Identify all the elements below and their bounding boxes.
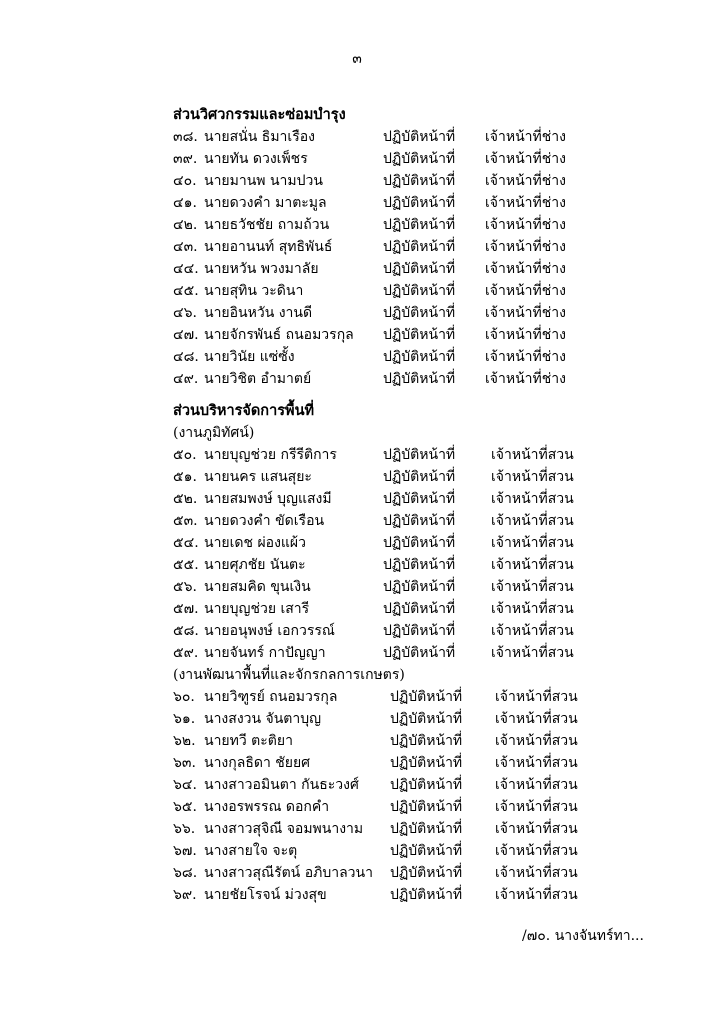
staff-position: เจ้าหน้าที่สวน xyxy=(491,623,574,639)
staff-position: เจ้าหน้าที่สวน xyxy=(495,777,578,793)
staff-name: นายสมคิด ขุนเงิน xyxy=(204,579,311,595)
staff-row xyxy=(173,280,623,302)
row-number: ๔๗. xyxy=(173,327,199,343)
staff-status: ปฏิบัติหน้าที่ xyxy=(383,557,456,573)
staff-position: เจ้าหน้าที่ช่าง xyxy=(485,173,566,189)
staff-name: นายสมพงษ์ บุญแสงมี xyxy=(204,491,332,507)
staff-status: ปฏิบัติหน้าที่ xyxy=(383,491,456,507)
staff-status: ปฏิบัติหน้าที่ xyxy=(383,217,456,233)
row-number: ๖๐. xyxy=(173,689,195,705)
staff-row xyxy=(173,730,623,752)
staff-row xyxy=(173,170,623,192)
staff-name: นายชัยโรจน์ ม่วงสุข xyxy=(204,887,327,903)
section-engineering xyxy=(173,104,623,390)
staff-position: เจ้าหน้าที่ช่าง xyxy=(485,371,566,387)
staff-name: นางสาวอมินตา กันธะวงศ์ xyxy=(204,777,359,793)
row-number: ๖๙. xyxy=(173,887,197,903)
staff-position: เจ้าหน้าที่สวน xyxy=(495,865,578,881)
staff-list xyxy=(173,686,623,906)
row-number: ๔๑. xyxy=(173,195,197,211)
row-number: ๕๔. xyxy=(173,535,199,551)
staff-name: นายจันทร์ กาปัญญา xyxy=(204,645,326,661)
staff-name: นางสาวสุจิณี จอมพนางาม xyxy=(204,821,364,837)
staff-list xyxy=(173,444,623,664)
staff-status: ปฏิบัติหน้าที่ xyxy=(390,711,463,727)
staff-position: เจ้าหน้าที่สวน xyxy=(491,601,574,617)
row-number: ๔๔. xyxy=(173,261,199,277)
staff-status: ปฏิบัติหน้าที่ xyxy=(383,349,456,365)
staff-status: ปฏิบัติหน้าที่ xyxy=(390,689,463,705)
staff-name: นางสายใจ จะตุ xyxy=(204,843,298,859)
row-number: ๖๒. xyxy=(173,733,196,749)
staff-name: นายวินัย แซ่ซั้ง xyxy=(204,349,295,365)
staff-row xyxy=(173,214,623,236)
staff-list xyxy=(173,126,623,390)
row-number: ๕๕. xyxy=(173,557,199,573)
staff-row xyxy=(173,620,623,642)
row-number: ๖๗. xyxy=(173,843,197,859)
section-title: ส่วนบริหารจัดการพื้นที่ xyxy=(173,402,315,419)
staff-position: เจ้าหน้าที่สวน xyxy=(495,689,578,705)
row-number: ๕๒. xyxy=(173,491,198,507)
staff-status: ปฏิบัติหน้าที่ xyxy=(383,371,456,387)
staff-status: ปฏิบัติหน้าที่ xyxy=(383,283,456,299)
staff-status: ปฏิบัติหน้าที่ xyxy=(383,645,456,661)
staff-name: นางสงวน จันตาบุญ xyxy=(204,711,322,727)
staff-name: นายวิชิต อำมาตย์ xyxy=(204,371,312,387)
staff-row xyxy=(173,488,623,510)
staff-status: ปฏิบัติหน้าที่ xyxy=(383,305,456,321)
staff-row xyxy=(173,752,623,774)
staff-position: เจ้าหน้าที่ช่าง xyxy=(485,305,566,321)
staff-name: นายวิฑูรย์ ถนอมวรกุล xyxy=(204,689,338,705)
section-title: ส่วนวิศวกรรมและซ่อมบำรุง xyxy=(173,106,346,123)
staff-position: เจ้าหน้าที่สวน xyxy=(491,491,574,507)
staff-position: เจ้าหน้าที่สวน xyxy=(495,711,578,727)
staff-name: นายอนุพงษ์ เอกวรรณ์ xyxy=(204,623,335,639)
staff-status: ปฏิบัติหน้าที่ xyxy=(383,129,456,145)
section-area-management xyxy=(173,400,623,906)
row-number: ๔๖. xyxy=(173,305,197,321)
staff-status: ปฏิบัติหน้าที่ xyxy=(390,865,463,881)
staff-status: ปฏิบัติหน้าที่ xyxy=(383,535,456,551)
staff-status: ปฏิบัติหน้าที่ xyxy=(383,513,456,529)
staff-row xyxy=(173,346,623,368)
row-number: ๕๘. xyxy=(173,623,199,639)
staff-row xyxy=(173,686,623,708)
staff-row xyxy=(173,148,623,170)
staff-status: ปฏิบัติหน้าที่ xyxy=(390,843,463,859)
staff-row xyxy=(173,236,623,258)
staff-position: เจ้าหน้าที่สวน xyxy=(495,843,578,859)
row-number: ๕๑. xyxy=(173,469,197,485)
row-number: ๕๖. xyxy=(173,579,197,595)
row-number: ๕๙. xyxy=(173,645,199,661)
staff-position: เจ้าหน้าที่สวน xyxy=(491,645,574,661)
staff-row xyxy=(173,576,623,598)
group-heading-landscape: (งานภูมิทัศน์) xyxy=(173,425,255,441)
staff-name: นายดวงคำ ขัดเรือน xyxy=(204,513,325,529)
staff-position: เจ้าหน้าที่ช่าง xyxy=(485,283,566,299)
group-heading-agri-machinery: (งานพัฒนาพื้นที่และจักรกลการเกษตร) xyxy=(173,667,405,683)
staff-position: เจ้าหน้าที่ช่าง xyxy=(485,239,566,255)
staff-row xyxy=(173,466,623,488)
row-number: ๔๐. xyxy=(173,173,197,189)
row-number: ๓๘. xyxy=(173,129,198,145)
staff-name: นายศุภชัย นันตะ xyxy=(204,557,306,573)
staff-name: นายสุทิน วะดินา xyxy=(204,283,304,299)
row-number: ๖๖. xyxy=(173,821,196,837)
staff-name: นายดวงคำ มาตะมูล xyxy=(204,195,327,211)
row-number: ๖๓. xyxy=(173,755,196,771)
staff-status: ปฏิบัติหน้าที่ xyxy=(383,579,456,595)
staff-name: นายจักรพันธ์ ถนอมวรกุล xyxy=(204,327,354,343)
staff-name: นายนคร แสนสุยะ xyxy=(204,469,312,485)
staff-position: เจ้าหน้าที่ช่าง xyxy=(485,349,566,365)
staff-position: เจ้าหน้าที่สวน xyxy=(491,557,574,573)
staff-row xyxy=(173,324,623,346)
staff-status: ปฏิบัติหน้าที่ xyxy=(383,151,456,167)
staff-status: ปฏิบัติหน้าที่ xyxy=(383,173,456,189)
row-number: ๖๑. xyxy=(173,711,196,727)
staff-status: ปฏิบัติหน้าที่ xyxy=(383,601,456,617)
staff-row xyxy=(173,818,623,840)
staff-name: นายทวี ตะติยา xyxy=(204,733,293,749)
staff-status: ปฏิบัติหน้าที่ xyxy=(390,733,463,749)
staff-row xyxy=(173,774,623,796)
staff-position: เจ้าหน้าที่ช่าง xyxy=(485,151,566,167)
staff-status: ปฏิบัติหน้าที่ xyxy=(390,799,463,815)
row-number: ๔๒. xyxy=(173,217,198,233)
staff-name: นางกุลธิดา ชัยยศ xyxy=(204,755,311,771)
staff-position: เจ้าหน้าที่ช่าง xyxy=(485,217,566,233)
row-number: ๖๔. xyxy=(173,777,197,793)
staff-row xyxy=(173,444,623,466)
staff-position: เจ้าหน้าที่สวน xyxy=(491,535,574,551)
continuation-note: /๗๐. นางจันทร์ทา... xyxy=(522,928,644,944)
staff-position: เจ้าหน้าที่สวน xyxy=(491,469,574,485)
staff-status: ปฏิบัติหน้าที่ xyxy=(390,777,463,793)
staff-status: ปฏิบัติหน้าที่ xyxy=(383,195,456,211)
staff-row xyxy=(173,510,623,532)
row-number: ๓๙. xyxy=(173,151,198,167)
staff-status: ปฏิบัติหน้าที่ xyxy=(383,261,456,277)
row-number: ๖๕. xyxy=(173,799,197,815)
staff-position: เจ้าหน้าที่สวน xyxy=(491,579,574,595)
staff-name: นายบุญช่วย กรีรีติการ xyxy=(204,447,337,463)
staff-position: เจ้าหน้าที่สวน xyxy=(495,755,578,771)
staff-row xyxy=(173,302,623,324)
row-number: ๔๓. xyxy=(173,239,198,255)
staff-row xyxy=(173,598,623,620)
staff-name: นายมานพ นามปวน xyxy=(204,173,323,189)
staff-position: เจ้าหน้าที่ช่าง xyxy=(485,327,566,343)
staff-status: ปฏิบัติหน้าที่ xyxy=(383,469,456,485)
staff-name: นายเดช ผ่องแผ้ว xyxy=(204,535,306,551)
staff-status: ปฏิบัติหน้าที่ xyxy=(383,447,456,463)
staff-position: เจ้าหน้าที่สวน xyxy=(491,447,574,463)
staff-status: ปฏิบัติหน้าที่ xyxy=(383,623,456,639)
staff-row xyxy=(173,840,623,862)
staff-position: เจ้าหน้าที่ช่าง xyxy=(485,195,566,211)
staff-name: นายธวัชชัย ถามถ้วน xyxy=(204,217,330,233)
staff-row xyxy=(173,708,623,730)
staff-status: ปฏิบัติหน้าที่ xyxy=(390,755,463,771)
staff-position: เจ้าหน้าที่สวน xyxy=(495,799,578,815)
staff-position: เจ้าหน้าที่สวน xyxy=(495,887,578,903)
staff-row xyxy=(173,368,623,390)
staff-status: ปฏิบัติหน้าที่ xyxy=(383,327,456,343)
staff-name: นางสาวสุณีรัตน์ อภิบาลวนา xyxy=(204,865,373,881)
staff-name: นายหวัน พวงมาลัย xyxy=(204,261,319,277)
staff-status: ปฏิบัติหน้าที่ xyxy=(390,821,463,837)
staff-name: นายสนั่น ธิมาเรือง xyxy=(204,129,315,145)
staff-row xyxy=(173,532,623,554)
staff-position: เจ้าหน้าที่สวน xyxy=(491,513,574,529)
row-number: ๖๘. xyxy=(173,865,198,881)
staff-name: นางอรพรรณ ดอกคำ xyxy=(204,799,330,815)
staff-row xyxy=(173,884,623,906)
row-number: ๔๕. xyxy=(173,283,199,299)
row-number: ๔๘. xyxy=(173,349,199,365)
staff-name: นายอานนท์ สุทธิพันธ์ xyxy=(204,239,333,255)
staff-position: เจ้าหน้าที่ช่าง xyxy=(485,129,566,145)
staff-position: เจ้าหน้าที่ช่าง xyxy=(485,261,566,277)
staff-row xyxy=(173,796,623,818)
staff-row xyxy=(173,862,623,884)
row-number: ๕๓. xyxy=(173,513,198,529)
row-number: ๕๐. xyxy=(173,447,197,463)
row-number: ๔๙. xyxy=(173,371,199,387)
staff-status: ปฏิบัติหน้าที่ xyxy=(383,239,456,255)
staff-name: นายทัน ดวงเพ็ชร xyxy=(204,151,308,167)
staff-row xyxy=(173,192,623,214)
staff-row xyxy=(173,554,623,576)
staff-row xyxy=(173,126,623,148)
staff-position: เจ้าหน้าที่สวน xyxy=(495,733,578,749)
staff-row xyxy=(173,258,623,280)
staff-name: นายอินหวัน งานดี xyxy=(204,305,313,321)
staff-name: นายบุญช่วย เสารี xyxy=(204,601,310,617)
row-number: ๕๗. xyxy=(173,601,199,617)
staff-row xyxy=(173,642,623,664)
staff-position: เจ้าหน้าที่สวน xyxy=(495,821,578,837)
staff-status: ปฏิบัติหน้าที่ xyxy=(390,887,463,903)
page-number: ๓ xyxy=(352,51,362,67)
